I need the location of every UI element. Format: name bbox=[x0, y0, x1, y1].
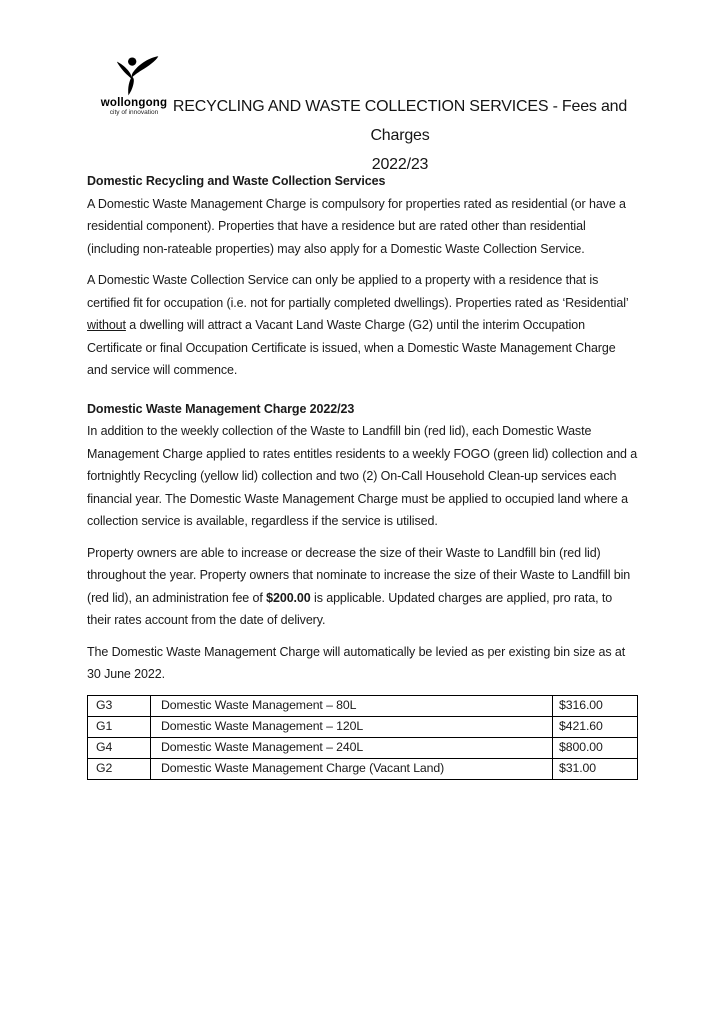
fee-code-cell: G4 bbox=[88, 737, 151, 758]
paragraph bbox=[87, 542, 638, 632]
fee-description-cell: Domestic Waste Management – 80L bbox=[151, 695, 553, 716]
document-title: RECYCLING AND WASTE COLLECTION SERVICES - Fees and Charges bbox=[172, 98, 628, 144]
paragraph bbox=[87, 641, 638, 686]
fee-table-row bbox=[88, 695, 638, 716]
paragraph-text: Property owners are able to increase or decrease the size of their Waste to Landfill bin (red lid) throughout the year. Property owners that nominate to increase the size of their Waste to Landfill bin (red lid), an administration fee of bbox=[87, 545, 631, 605]
paragraph-text: The Domestic Waste Management Charge will automatically be levied as per existing bin size as at 30 June 2022. bbox=[87, 644, 626, 681]
document-title-year: 2022/23 bbox=[371, 156, 429, 173]
paragraph-text: a dwelling will attract a Vacant Land Waste Charge (G2) until the interim Occupation Certificate or final Occupation Certificate is issued, when a Domestic Waste Management Charge and service will commence. bbox=[87, 318, 616, 377]
fee-code-cell: G2 bbox=[88, 758, 151, 779]
fee-price-cell: $800.00 bbox=[553, 737, 638, 758]
bold-fee-text: $200.00 bbox=[266, 590, 311, 605]
paragraph-text: A Domestic Waste Management Charge is compulsory for properties rated as residential (or have a residential component). Properties that have a residence but are rated other than residential (including non-rateable properties) may also apply for a Domestic Waste Collection Service. bbox=[87, 196, 626, 256]
fee-price-cell: $31.00 bbox=[553, 758, 638, 779]
paragraph bbox=[87, 269, 638, 382]
fee-description-cell: Domestic Waste Management – 240L bbox=[151, 737, 553, 758]
logo-wordmark: wollongong bbox=[100, 97, 168, 109]
document-body bbox=[87, 170, 638, 780]
paragraph-text: is applicable. Updated charges are applied, pro rata, to their rates account from the date of delivery. bbox=[87, 590, 613, 627]
document-title-block bbox=[148, 92, 652, 179]
fee-table-row bbox=[88, 716, 638, 737]
paragraph bbox=[87, 193, 638, 261]
paragraph-text: A Domestic Waste Collection Service can only be applied to a property with a residence that is certified fit for occupation (i.e. not for partially completed dwellings). Properties rated as ‘Residential’ bbox=[87, 273, 629, 310]
fee-description-cell: Domestic Waste Management – 120L bbox=[151, 716, 553, 737]
fee-description-cell: Domestic Waste Management Charge (Vacant Land) bbox=[151, 758, 553, 779]
paragraph-text: In addition to the weekly collection of the Waste to Landfill bin (red lid), each Domestic Waste Management Charge applied to rates entitles residents to a weekly FOGO (green lid) collection and a fortnightly Recycling (yellow lid) collection and two (2) On-Call Household Clean-up services each financial year. The Domestic Waste Management Charge must be applied to occupied land where a collection service is available, regardless if the service is utilised. bbox=[87, 424, 638, 528]
section-heading-domestic-recycling: Domestic Recycling and Waste Collection Services bbox=[87, 174, 386, 188]
paragraph bbox=[87, 420, 638, 533]
fee-code-cell: G3 bbox=[88, 695, 151, 716]
fee-code-cell: G1 bbox=[88, 716, 151, 737]
fee-table-row bbox=[88, 737, 638, 758]
wollongong-bird-icon bbox=[98, 55, 170, 97]
fees-table bbox=[87, 695, 638, 780]
fee-price-cell: $421.60 bbox=[553, 716, 638, 737]
fee-table-row bbox=[88, 758, 638, 779]
underlined-text: without bbox=[87, 318, 126, 332]
fee-price-cell: $316.00 bbox=[553, 695, 638, 716]
logo-tagline: city of innovation bbox=[109, 109, 159, 116]
section-heading-dwm-charge: Domestic Waste Management Charge 2022/23 bbox=[87, 401, 355, 416]
